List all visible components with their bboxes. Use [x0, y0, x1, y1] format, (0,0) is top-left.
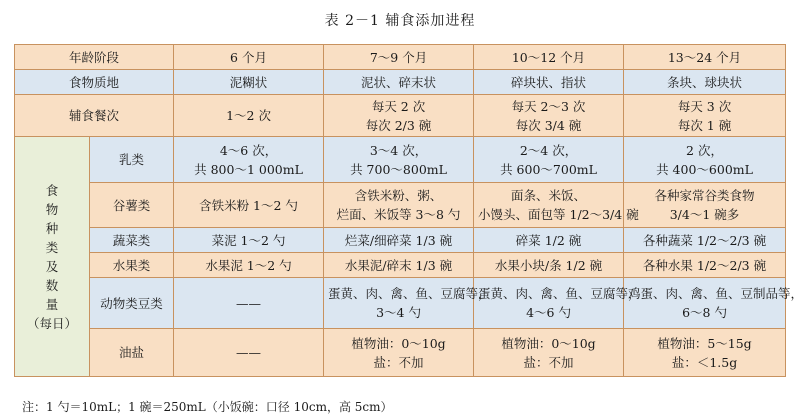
food-cell [474, 228, 624, 253]
food-cell [174, 253, 324, 278]
group-label-char: 量 [45, 296, 59, 312]
food-row-fruits [15, 253, 786, 278]
cell-line: 菜泥 1～2 勺 [211, 232, 286, 248]
cell-line: 4～6 次， [219, 142, 278, 158]
table-title: 表 2－1 辅食添加进程 [324, 13, 476, 29]
cell-line: 每天 2～3 次 [511, 98, 586, 114]
cell-line: 3～4 勺 [376, 305, 421, 320]
food-label: 乳类 [90, 137, 174, 183]
food-cell [474, 278, 641, 329]
header-13-24-months: 13～24 个月 [624, 45, 786, 70]
food-cell [624, 329, 786, 377]
group-label-char: 类 [45, 239, 59, 255]
group-label-char: 数 [45, 277, 59, 293]
food-row-dairy [15, 137, 786, 183]
cell-line: 共 600～700mL [500, 161, 597, 177]
food-label: 油盐 [90, 329, 174, 377]
meals-cell [624, 95, 786, 137]
food-cell [474, 253, 624, 278]
cell-line: 水果小块/条 1/2 碗 [494, 257, 603, 273]
group-label-char: （每日） [26, 315, 77, 331]
cell-line: 1～2 次 [226, 108, 271, 123]
cell-line: 水果泥 1～2 勺 [205, 257, 292, 273]
food-label: 蔬菜类 [90, 228, 174, 253]
cell-line: —— [236, 295, 262, 311]
header-10-12-months: 10～12 个月 [474, 45, 624, 70]
cell-line: 每天 2 次 [371, 98, 426, 114]
header-6-months: 6 个月 [174, 45, 324, 70]
group-label-char: 种 [45, 220, 59, 236]
food-cell [474, 137, 624, 183]
food-cell [324, 183, 474, 228]
food-cell [174, 329, 324, 377]
food-cell [474, 183, 639, 228]
food-cell [324, 228, 474, 253]
cell-line: —— [236, 345, 262, 360]
group-label-char: 食 [45, 182, 59, 198]
food-cell [324, 137, 474, 183]
meals-cell [474, 95, 624, 137]
cell-line: 共 700～800mL [350, 161, 447, 177]
cell-line: 盐：不加 [523, 354, 574, 370]
cell-line: 共 800～1 000mL [194, 161, 303, 177]
cell-line: 盐：＜1.5g [671, 354, 738, 370]
header-age-stage: 年龄阶段 [15, 45, 174, 70]
cell-line: 含铁米粉 1～2 勺 [199, 197, 298, 213]
cell-line: 各种家常谷类食物 [654, 188, 755, 203]
food-cell [624, 228, 786, 253]
food-cell [174, 183, 324, 228]
cell-line: 烂面、米饭等 3～8 勺 [336, 207, 461, 222]
cell-line: 植物油：5～15g [657, 335, 752, 351]
food-cell [174, 278, 324, 329]
cell-line: 烂菜/细碎菜 1/3 碗 [344, 232, 453, 248]
cell-line: 各种水果 1/2～2/3 碗 [642, 257, 767, 273]
cell-line: 每次 3/4 碗 [515, 117, 582, 133]
food-cell [324, 278, 491, 329]
cell-line: 面条、米饭、 [511, 188, 587, 203]
food-cell [324, 253, 474, 278]
cell-line: 3～4 次， [369, 142, 428, 158]
food-row-protein [15, 278, 786, 329]
texture-cell: 条块、球块状 [624, 70, 786, 95]
cell-line: 鸡蛋、肉、禽、鱼、豆制品等， [628, 286, 803, 301]
food-label: 动物类豆类 [90, 278, 174, 329]
food-cell [624, 137, 786, 183]
cell-line: 小馒头、面包等 1/2～3/4 碗 [478, 207, 639, 222]
texture-label: 食物质地 [15, 70, 174, 95]
group-label-char: 物 [45, 201, 59, 217]
food-cell [324, 329, 474, 377]
texture-cell: 泥状、碎末状 [324, 70, 474, 95]
cell-line: 4～6 勺 [526, 305, 571, 320]
cell-line: 植物油：0～10g [351, 335, 446, 351]
food-cell [174, 137, 324, 183]
meals-label: 辅食餐次 [15, 95, 174, 137]
food-label: 水果类 [90, 253, 174, 278]
texture-cell: 泥糊状 [174, 70, 324, 95]
cell-line: 各种蔬菜 1/2～2/3 碗 [642, 232, 767, 248]
food-cell [624, 253, 786, 278]
food-cell [624, 278, 803, 329]
food-cell [624, 183, 786, 228]
cell-line: 共 400～600mL [656, 161, 753, 177]
food-group-label [15, 137, 90, 377]
food-row-vegetables [15, 228, 786, 253]
meals-cell [174, 95, 324, 137]
cell-line: 6～8 勺 [682, 305, 727, 320]
header-row [15, 45, 786, 70]
food-row-oil-salt [15, 329, 786, 377]
meals-cell [324, 95, 474, 137]
cell-line: 每次 1 碗 [677, 117, 732, 133]
cell-line: 2～4 次， [519, 142, 578, 158]
cell-line: 蛋黄、肉、禽、鱼、豆腐等， [478, 286, 641, 301]
complementary-food-table [14, 44, 803, 377]
cell-line: 水果泥/碎末 1/3 碗 [344, 257, 453, 273]
food-row-grains [15, 183, 786, 228]
texture-cell: 碎块状、指状 [474, 70, 624, 95]
food-cell [474, 329, 624, 377]
cell-line: 碎菜 1/2 碗 [515, 232, 582, 248]
meals-row [15, 95, 786, 137]
cell-line: 每天 3 次 [677, 98, 732, 114]
group-label-char: 及 [45, 258, 59, 274]
texture-row [15, 70, 786, 95]
cell-line: 植物油：0～10g [501, 335, 596, 351]
food-cell [174, 228, 324, 253]
food-label: 谷薯类 [90, 183, 174, 228]
cell-line: 3/4～1 碗多 [669, 207, 740, 222]
cell-line: 每次 2/3 碗 [365, 117, 432, 133]
cell-line: 含铁米粉、粥、 [354, 188, 443, 203]
table-note: 注：1 勺＝10mL；1 碗＝250mL（小饭碗：口径 10cm，高 5cm） [22, 400, 393, 414]
header-7-9-months: 7～9 个月 [324, 45, 474, 70]
cell-line: 盐：不加 [373, 354, 424, 370]
cell-line: 蛋黄、肉、禽、鱼、豆腐等， [328, 286, 491, 301]
cell-line: 2 次， [686, 142, 723, 158]
